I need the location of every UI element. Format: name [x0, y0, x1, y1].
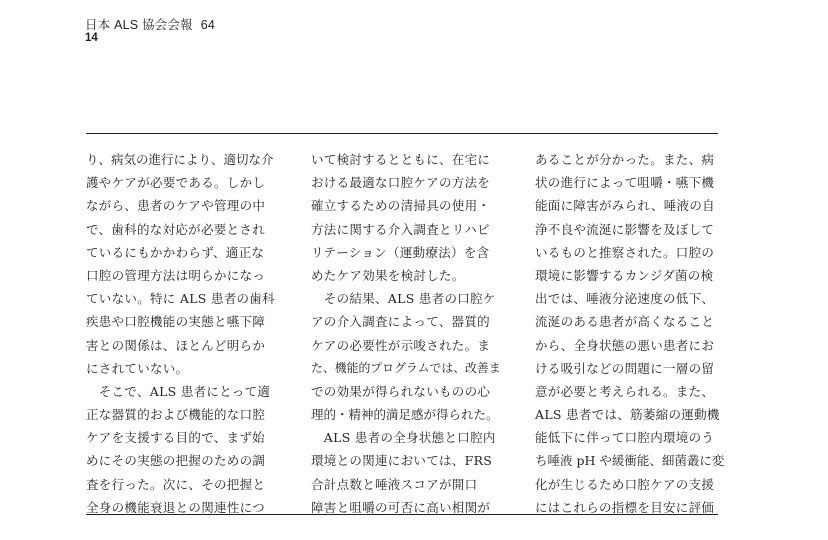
text-line: 流涎のある患者が高くなること [535, 314, 715, 330]
text-line: 化が生じるため口腔ケアの支援 [535, 476, 715, 492]
text-line: ケアを支援する目的で、まず始 [86, 430, 265, 446]
running-header [85, 18, 215, 44]
text-line: で、歯科的な対応が必要とされ [86, 221, 265, 237]
text-line: 浄不良や流涎に影響を及ぼして [535, 221, 715, 237]
text-column-3 [535, 148, 725, 519]
text-line: 正な器質的および機能的な口腔 [86, 407, 266, 423]
text-line: 環境に影響するカンジダ菌の検 [535, 267, 714, 283]
issue-number: 64 [200, 18, 216, 32]
text-line: 状の進行によって咀嚼・嚥下機 [535, 175, 715, 191]
text-line: アの介入調査によって、器質的 [311, 314, 490, 330]
text-line: ケアの必要性が示唆された。ま [311, 337, 491, 353]
text-line: 環境との関連においては、FRS [311, 453, 493, 469]
text-line: ける吸引などの問題に一層の留 [535, 360, 715, 376]
text-line: めたケア効果を検討した。 [311, 267, 465, 283]
text-line: 能低下に伴って口腔内環境のう [535, 430, 715, 446]
page-number: 14 [85, 32, 98, 44]
text-line: ながら、患者のケアや管理の中 [86, 198, 266, 214]
text-line: あることが分かった。また、病 [535, 152, 715, 167]
text-line: での効果が得られないものの心 [311, 383, 491, 399]
text-line: り、病気の進行により、適切な介 [86, 152, 274, 167]
text-line: おける最適な口腔ケアの方法を [311, 175, 491, 191]
text-line: ていない。特に ALS 患者の歯科 [86, 291, 275, 307]
text-line: ち唾液 pH や緩衝能、細菌叢に変 [535, 453, 725, 469]
text-line: 方法に関する介入調査とリハビ [311, 221, 490, 237]
text-line: いるものと推察された。口腔の [535, 244, 715, 260]
text-line: いて検討するとともに、在宅に [311, 152, 491, 167]
text-line: 疾患や口腔機能の実態と嚥下障 [86, 314, 266, 330]
journal-name: 日本 ALS 協会会報 [85, 18, 193, 32]
journal-title-line [85, 18, 215, 32]
text-line: そこで、ALS 患者にとって適 [86, 383, 271, 399]
text-line: ているにもかかわらず、適正な [86, 244, 265, 260]
text-line: ALS 患者の全身状態と口腔内 [311, 430, 496, 446]
text-line: 能面に障害がみられ、唾液の自 [535, 198, 715, 214]
text-line: 出では、唾液分泌速度の低下、 [535, 291, 715, 307]
text-line: にされていない。 [86, 360, 189, 376]
text-line: 全身の機能衰退との関連性につ [86, 499, 265, 515]
text-line: その結果、ALS 患者の口腔ケ [311, 291, 496, 307]
text-line: ALS 患者では、筋萎縮の運動機 [535, 407, 720, 423]
text-column-2 [311, 148, 501, 519]
text-line: めにその実態の把握のための調 [86, 453, 266, 469]
text-line: リテーション（運動療法）を含 [311, 244, 490, 260]
text-line: 害との関係は、ほとんど明らか [86, 337, 266, 353]
top-rule [86, 133, 718, 134]
text-line: 理的・精神的満足感が得られた。 [311, 407, 499, 423]
bottom-rule [86, 514, 718, 515]
text-column-1 [86, 148, 276, 519]
text-line: 査を行った。次に、その把握と [86, 476, 266, 492]
text-line: 意が必要と考えられる。また、 [535, 383, 715, 399]
text-line: た、機能的プログラムでは、改善ま [311, 360, 501, 375]
text-line: 確立するための清掃具の使用・ [311, 198, 491, 214]
text-line: 障害と咀嚼の可否に高い相関が [311, 499, 491, 515]
text-line: にはこれらの指標を目安に評価 [535, 499, 715, 515]
text-line: 口腔の管理方法は明らかになっ [86, 267, 266, 283]
text-line: 護やケアが必要である。しかし [86, 175, 266, 191]
text-line: から、全身状態の悪い患者にお [535, 337, 715, 353]
text-line: 合計点数と唾液スコアが開口 [311, 476, 478, 492]
